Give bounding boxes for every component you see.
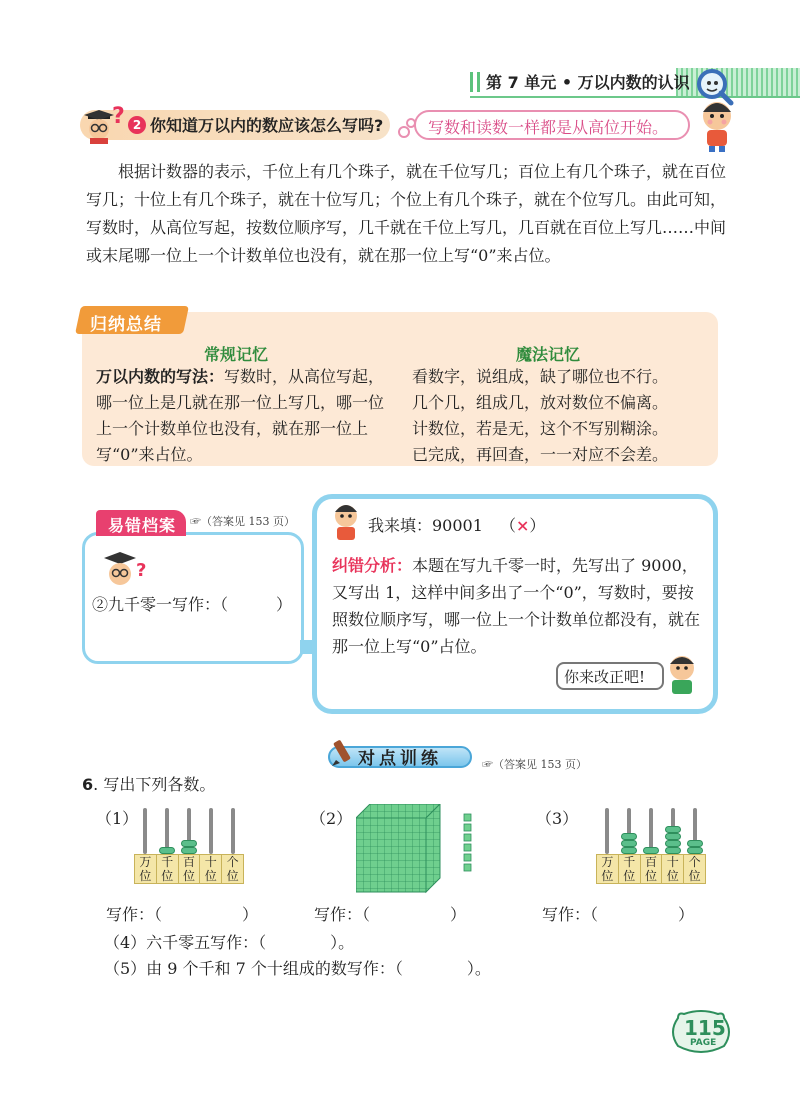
abacus-rod: [143, 808, 147, 854]
cartoon-boy-icon: [326, 500, 366, 542]
analysis-label: 纠错分析：: [332, 556, 413, 575]
write-answer-1: 写作：（ ）: [106, 905, 259, 924]
scholar-boy-icon: [82, 110, 116, 144]
error-file-tag-text: 易错档案: [108, 516, 177, 535]
abacus-rod: [209, 808, 213, 854]
place-value-label: 万 位: [597, 855, 619, 883]
writing-rule-label: 万以内数的写法：: [96, 367, 225, 386]
abacus-bead: [621, 847, 637, 854]
abacus-bead: [665, 833, 681, 840]
question-mark: ?: [136, 560, 147, 581]
page-number: 115: [684, 1016, 726, 1040]
fix-prompt: 你来改正吧!: [564, 668, 646, 686]
cartoon-boy-icon: [692, 96, 742, 152]
abacus-rod: [605, 808, 609, 854]
question-title: 你知道万以内的数应该怎么写吗?: [150, 116, 384, 135]
error-question: ②九千零一写作：（ ）: [92, 595, 293, 614]
magic-memory-text: [412, 364, 712, 468]
rhyme-line: 计数位，若是无，这个不写别糊涂。: [412, 419, 669, 438]
explanation-paragraph: 根据计数器的表示，千位上有几个珠子，就在千位写几；百位上有几个珠子，就在百位写几；十位上有几个珠子，就在十位写几；个位上有几个珠子，就在个位写几。由此可知，写数时，从高位写起，按数位顺序写，几千就在千位上写几，几百就在百位上写几……中间或末尾哪一位上一个计数单位也没有，就在那一位上写“0”来占位。: [86, 162, 727, 265]
abacus-bead: [643, 847, 659, 854]
place-value-labels: [596, 854, 706, 884]
abacus-bead: [621, 833, 637, 840]
place-value-label: 百 位: [179, 855, 201, 883]
sub-label-1: （1）: [96, 809, 139, 828]
sub-label-2: （2）: [310, 809, 353, 828]
question-mark: ?: [112, 104, 125, 129]
rhyme-line: 看数字，说组成，缺了哪位也不行。: [412, 367, 669, 386]
sub-label-3: （3）: [536, 809, 579, 828]
question-number-badge: 2: [128, 116, 146, 134]
place-value-label: 十 位: [662, 855, 684, 883]
wrong-answer: 我来填：90001: [368, 516, 483, 535]
abacus-bead: [687, 847, 703, 854]
error-analysis: [332, 552, 706, 660]
abacus-bead: [687, 840, 703, 847]
question-6-5: （5）由 9 个千和 7 个十组成的数写作：（ ）。: [104, 959, 491, 978]
abacus-bead: [159, 847, 175, 854]
abacus-bead: [665, 826, 681, 833]
abacus-bead: [621, 840, 637, 847]
place-value-label: 十 位: [200, 855, 222, 883]
header-line: [470, 96, 800, 98]
header-bars: [470, 72, 480, 92]
rhyme-line: 几个几，组成几，放对数位不偏离。: [412, 393, 669, 412]
regular-memory-text: [96, 364, 386, 468]
summary-tag-text: 归纳总结: [90, 315, 162, 335]
place-value-label: 个 位: [688, 855, 701, 883]
abacus-bead: [665, 847, 681, 854]
place-value-label: 千 位: [157, 855, 179, 883]
place-value-labels: [134, 854, 244, 884]
abacus-rod: [231, 808, 235, 854]
answer-reference: ☞（答案见 153 页）: [482, 758, 587, 771]
cross-icon: ×: [516, 516, 530, 535]
magic-memory-title: 魔法记忆: [516, 345, 581, 364]
regular-memory-title: 常规记忆: [204, 345, 269, 364]
write-answer-3: 写作：（ ）: [542, 905, 695, 924]
scholar-boy-icon: [100, 552, 140, 588]
abacus-bead: [181, 840, 197, 847]
thousand-cube-icon: [356, 804, 478, 898]
place-value-label: 个 位: [226, 855, 239, 883]
cartoon-boy-icon: [662, 652, 702, 698]
question-6: 6. 写出下列各数。: [82, 775, 216, 794]
bubble-dot: [398, 126, 410, 138]
writing-rule-text: 写数时，从高位写起，哪一位上是几就在那一位上写几，哪一位上一个计数单位也没有，就在那一位上写“0”来占位。: [96, 367, 385, 464]
abacus-bead: [181, 847, 197, 854]
place-value-label: 百 位: [641, 855, 663, 883]
rhyme-line: 已完成，再回查，一一对应不会差。: [412, 445, 669, 464]
unit-header: 第 7 单元 • 万以内数的认识: [486, 73, 690, 92]
page-word: PAGE: [690, 1038, 717, 1048]
write-answer-2: 写作：（ ）: [314, 905, 467, 924]
question-6-4: （4）六千零五写作：（ ）。: [104, 933, 355, 952]
answer-reference: ☞（答案见 153 页）: [190, 515, 295, 528]
practice-title: 对点训练: [358, 749, 442, 769]
wrong-mark: （×）: [500, 516, 546, 535]
place-value-label: 千 位: [619, 855, 641, 883]
place-value-label: 万 位: [135, 855, 157, 883]
abacus-bead: [665, 840, 681, 847]
tip-text: 写数和读数一样都是从高位开始。: [428, 118, 669, 137]
pencil-icon: [330, 738, 356, 770]
analysis-text: 本题在写九千零一时，先写出了 9000，又写出 1，这样中间多出了一个“0”，写数时，要按照数位顺序写，哪一位上一个计数单位都没有，就在那一位上写“0”占位。: [332, 556, 701, 656]
